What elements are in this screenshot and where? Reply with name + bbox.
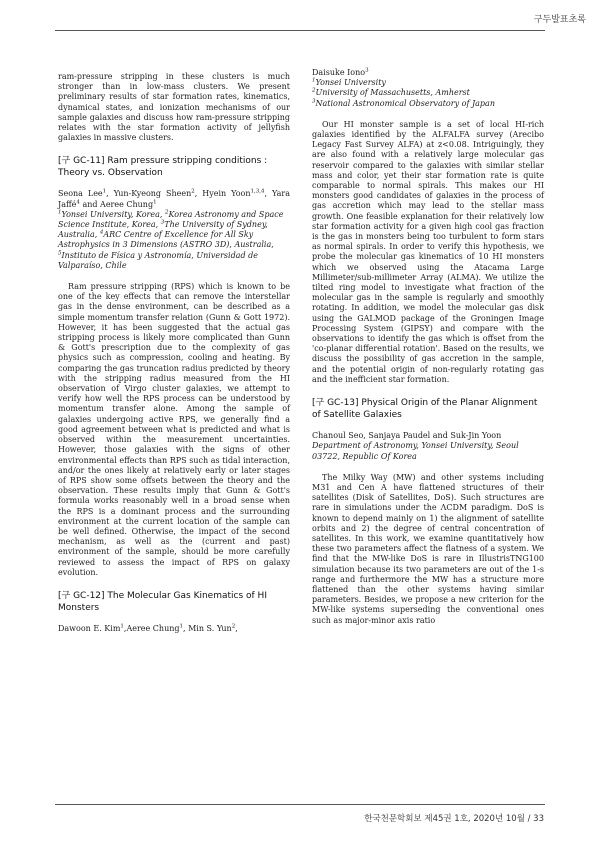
abstract-body-gc13: The Milky Way (MW) and other systems including M31 and Cen A have flattened structures of their satellites (Disk of Satellites, DoS). Such structures are rare in simulations under the ΛCDM paradigm. DoS is known to depend mainly on 1) the alignment of satellite orbits and 2) the degree of central concentration of satellites. In this work, we examine quantitatively how these two parameters affect the flatness of a system. We find that the MW-like DoS is rare in IllustrisTNG100 simulation because its two parameters are out of the 1-s range and furthermore the MW has a structure more flattened than the other systems having similar parameters. Besides, we propose a new criterion for the MW-like systems superseding the conventional ones such as major-minor axis ratio xyxy=(312,472,544,625)
running-header: 구두발표초록 xyxy=(533,15,586,25)
authors-gc11: Seona Lee$^1$, Yun-Kyeong Sheen$^2$, Hyein Yoon$^{1,3,4}$, Yara Jaffé$^4$ and Aeree Chung$^1$ xyxy=(58,188,290,209)
affiliations-gc13: Department of Astronomy, Yonsei University, Seoul 03722, Republic Of Korea xyxy=(312,441,519,461)
footer-rule xyxy=(55,804,545,805)
authors-gc12-continued: Daisuke Iono$^3$ xyxy=(312,67,369,77)
affiliations-gc12: $^1$Yonsei University $^2$University of Massachusetts, Amherst $^3$National Astronomical Observatory of Japan xyxy=(312,77,495,108)
abstract-body-gc11: Ram pressure stripping (RPS) which is known to be one of the key effects that can remove the interstellar gas in the dense environment, can be described as a simple momentum transfer relation (Gunn & Gott 1972). However, it has been suggested that the actual gas stripping process is likely more complicated than Gunn & Gott's prescription due to the complexity of gas physics such as compression, cooling and heating. By comparing the gas truncation radius predicted by theory with the stripping radius measured from the HI observation of Virgo cluster galaxies, we attempt to verify how well the RPS process can be understood by momentum transfer alone. Among the sample of galaxies undergoing active RPS, we generally find a good agreement between what is predicted and what is observed within the measurement uncertainties. However, those galaxies with the signs of other environmental effects than RPS such as tidal interaction, and/or the ones likely at relatively early or later stages of RPS show some offsets between the theory and the observation. These results imply that Gunn & Gott's formula works reasonably well in a broad sense when the RPS is a dominant process and the surrounding environment at the current location of the sample can be well defined. Otherwise, the impact of the second mechanism, as well as the (current and past) environment of the sample, should be more carefully reviewed to assess the impact of RPS on galaxy evolution. xyxy=(58,282,290,577)
header-rule xyxy=(55,30,545,31)
affiliations-gc11: $^1$Yonsei University, Korea, $^2$Korea Astronomy and Space Science Institute, Korea, $^3$The University of Sydney, Australia, $^4$ARC Centre of Excellence for All Sky Astrophysics in 3 Dimensions (ASTRO 3D), Australia, $^5$Instituto de Física y Astronomía, Universidad de Valparaíso, Chile xyxy=(58,209,284,270)
authors-gc12: Dawoon E. Kim$^1$,Aeree Chung$^1$, Min S. Yun$^2$, xyxy=(58,623,238,633)
left-column xyxy=(58,72,290,634)
right-column xyxy=(312,68,544,626)
continued-abstract: ram-pressure stripping in these clusters is much stronger than in low-mass clusters. We present preliminary results of star formation rates, kinematics, dynamical states, and ionization mechanisms of our sample galaxies and discuss how ram-pressure stripping relates with the star formation activity of jellyfish galaxies in massive clusters. xyxy=(58,72,290,143)
page-footer: 한국천문학회보 제45권 1호, 2020년 10월 / 33 xyxy=(364,814,544,824)
abstract-title-gc11: [구 GC-11] Ram pressure stripping conditions : Theory vs. Observation xyxy=(58,156,268,179)
abstract-body-gc12: Our HI monster sample is a set of local HI-rich galaxies identified by the ALFALFA survey (Arecibo Legacy Fast Survey ALFA) at z<0.08. Intriguingly, they are also found with a relatively large molecular gas reservoir compared to the galaxies with similar stellar mass and color, yet their star formation rate is quite comparable to normal spirals. This makes our HI monsters good candidates of galaxies in the process of gas accretion which may lead to the stellar mass growth. One feasible explanation for their relatively low star formation activity for a given high cool gas fraction is the gas in monsters being too turbulent to form stars as normal spirals. In order to verify this hypothesis, we probe the molecular gas kinematics of 10 HI monsters which we observed using the Atacama Large Millimeter/sub-millimeter Array (ALMA). We utilize the tilted ring model to investigate what fraction of the molecular gas in the sample is regularly and smoothly rotating. In addition, we model the molecular gas disk using the GALMOD package of the Groningen Image Processing System (GIPSY) and compare with the observations to identify the gas which is offset from the 'co-planar differential rotation'. Based on the results, we discuss the possibility of gas accretion in the sample, and the potential origin of non-regularly rotating gas and the inefficient star formation. xyxy=(312,119,544,384)
authors-gc13: Chanoul Seo, Sanjaya Paudel and Suk-Jin Yoon xyxy=(312,431,502,441)
abstract-title-gc12: [구 GC-12] The Molecular Gas Kinematics of HI Monsters xyxy=(58,590,267,613)
abstract-title-gc13: [구 GC-13] Physical Origin of the Planar Alignment of Satellite Galaxies xyxy=(312,398,538,421)
